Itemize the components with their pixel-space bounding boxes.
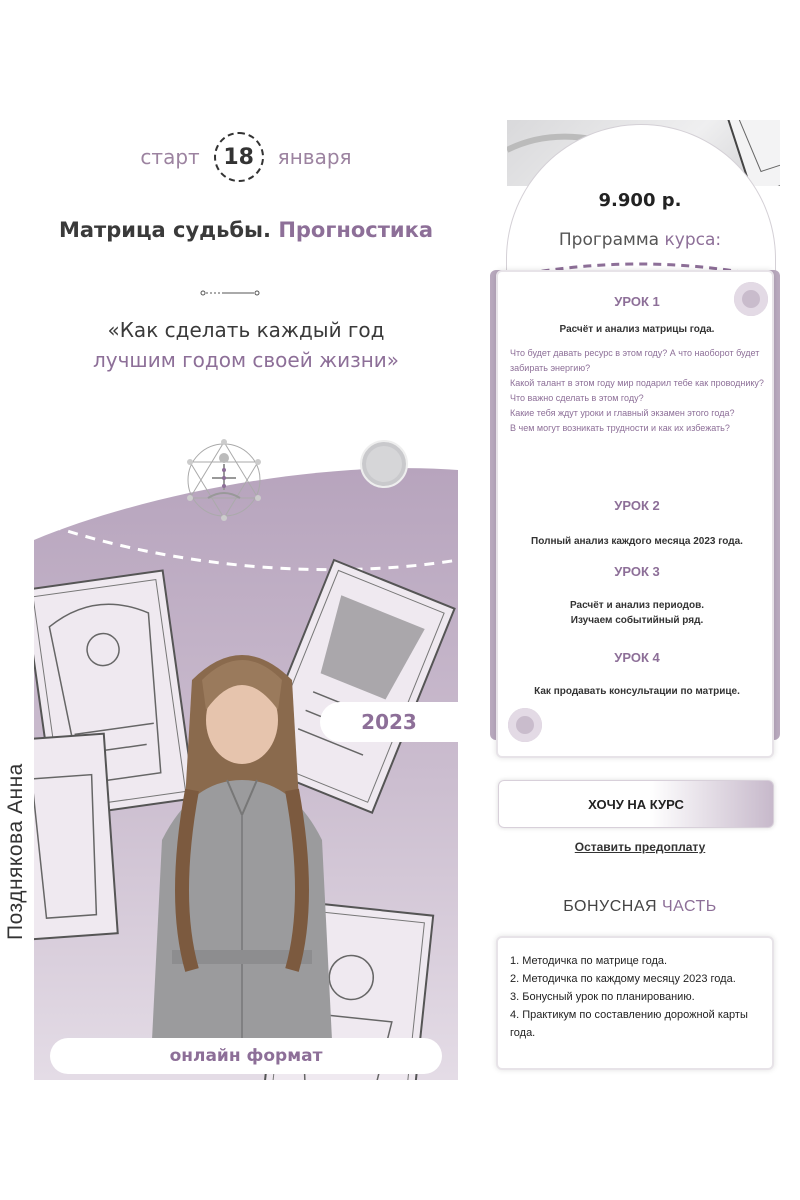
program-heading: [490, 230, 790, 250]
bonus-heading: [490, 898, 790, 916]
course-title-accent: Прогностика: [278, 218, 434, 242]
bonus-item: 4. Практикум по составлению дорожной карты года.: [510, 1009, 748, 1039]
divider-ornament: [200, 290, 260, 294]
lesson-4-title: УРОК 4: [614, 650, 660, 665]
program-card: [496, 270, 774, 758]
start-word: старт: [140, 145, 200, 169]
start-month: января: [277, 145, 352, 169]
meditation-mandala-icon: [178, 434, 270, 526]
lesson-2-title: УРОК 2: [614, 498, 660, 513]
author-photo: [132, 640, 352, 1040]
decorative-dot-bottom: [508, 708, 542, 742]
enroll-course-button[interactable]: ХОЧУ НА КУРС: [498, 780, 774, 828]
lesson-1-title: УРОК 1: [614, 294, 660, 309]
prepay-link[interactable]: Оставить предоплату: [574, 840, 706, 854]
program-label: Программа: [558, 230, 660, 250]
course-price: 9.900 р.: [598, 190, 682, 211]
bonus-item: 1. Методичка по матрице года.: [510, 955, 668, 967]
lesson-1-question: Какой талант в этом году мир подарил тебе как проводнику?: [510, 378, 764, 388]
program-accent: курса:: [664, 230, 722, 250]
lesson-3-title: УРОК 3: [614, 564, 660, 579]
lesson-2-subtitle: Полный анализ каждого месяца 2023 года.: [531, 536, 743, 547]
bonus-item: 2. Методичка по каждому месяцу 2023 года.: [510, 973, 736, 985]
lesson-1-questions: [510, 346, 768, 436]
lesson-3-subtitle: Расчёт и анализ периодов. Изучаем событийный ряд.: [570, 600, 704, 626]
bonus-title: БОНУСНАЯ: [563, 898, 658, 915]
lesson-4-subtitle: Как продавать консультации по матрице.: [534, 686, 740, 697]
course-title-main: Матрица судьбы.: [58, 218, 272, 242]
quote-line-1: «Как сделать каждый год: [107, 318, 385, 342]
author-name-vertical: Позднякова Анна: [4, 763, 27, 940]
bonus-item: 3. Бонусный урок по планированию.: [510, 991, 695, 1003]
promo-left-panel: [34, 120, 458, 1080]
lesson-1-question: Какие тебя ждут уроки и главный экзамен этого года?: [510, 408, 735, 418]
lesson-1-question: Что будет давать ресурс в этом году? А что наоборот будет забирать энергию?: [510, 348, 760, 373]
lesson-1-question: Что важно сделать в этом году?: [510, 393, 644, 403]
start-day-circle: 18: [214, 132, 264, 182]
quote-line-2: лучшим годом своей жизни»: [92, 348, 400, 372]
lesson-1-question: В чем могут возникать трудности и как их избежать?: [510, 423, 730, 433]
format-badge: онлайн формат: [50, 1038, 442, 1074]
lesson-1-subtitle: Расчёт и анализ матрицы года.: [559, 324, 715, 335]
bonus-list-card: [496, 936, 774, 1070]
start-date-row: [34, 132, 458, 182]
year-badge: 2023: [320, 702, 458, 742]
decorative-grey-circle: [360, 440, 408, 488]
bonus-accent: ЧАСТЬ: [662, 898, 717, 915]
program-right-panel: [490, 120, 790, 1080]
course-title: [34, 218, 458, 242]
